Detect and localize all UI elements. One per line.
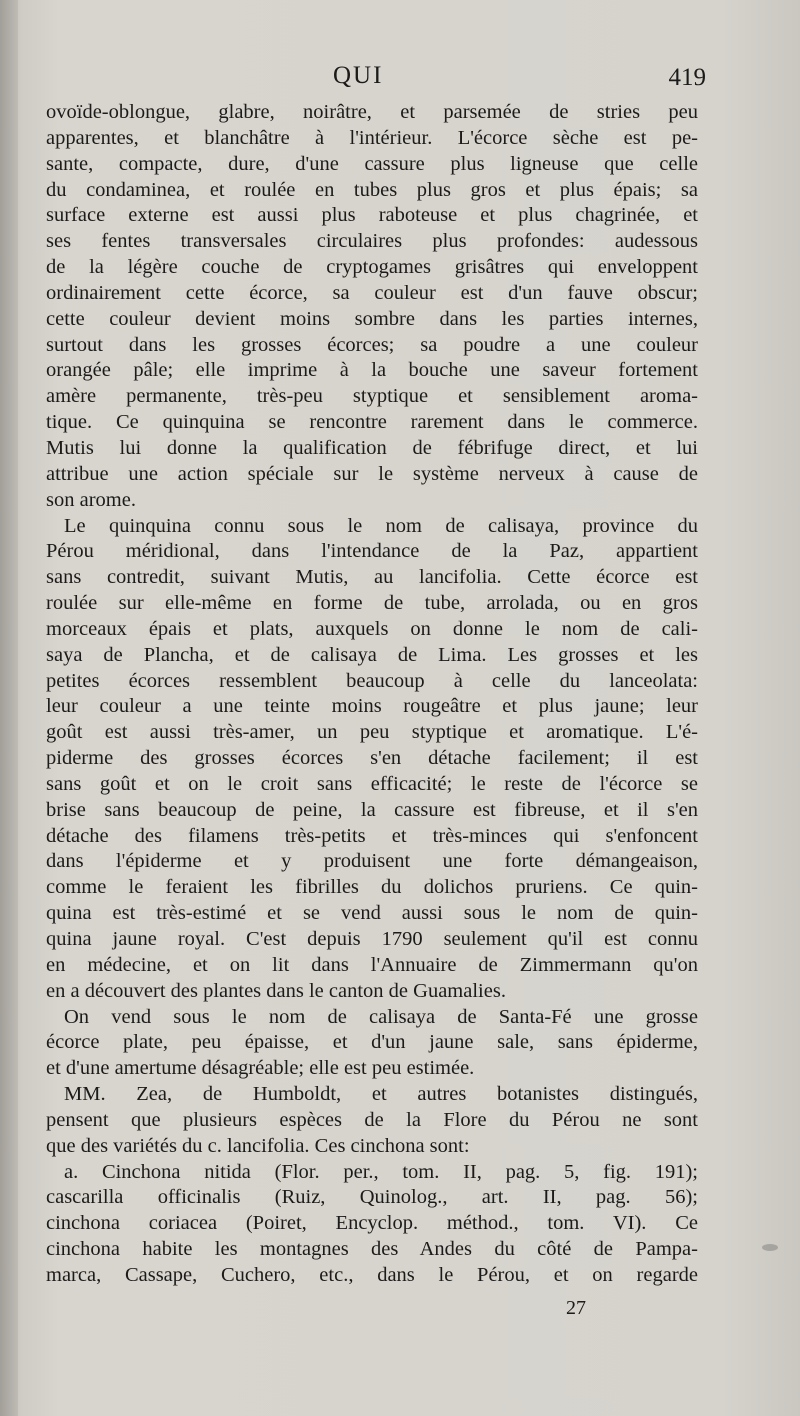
text-line: quina est très-estimé et se vend aussi sous le nom de quin- [46, 902, 698, 925]
text-line: brise sans beaucoup de peine, la cassure est fibreuse, et il s'en [46, 798, 698, 821]
text-line: surface externe est aussi plus raboteuse et plus chagrinée, et [46, 204, 698, 227]
text-line: Le quinquina connu sous le nom de calisaya, province du [64, 514, 698, 537]
text-line: en a découvert des plantes dans le canton de Guamalies. [46, 979, 506, 1002]
text-line: de la légère couche de cryptogames grisâtres qui enveloppent [46, 256, 698, 279]
text-line: Mutis lui donne la qualification de fébrifuge direct, et lui [46, 436, 698, 459]
text-line: détache des filamens très-petits et très-minces qui s'enfoncent [46, 824, 698, 847]
text-line: saya de Plancha, et de calisaya de Lima. Les grosses et les [46, 643, 698, 666]
text-line: morceaux épais et plats, auxquels on donne le nom de cali- [46, 617, 698, 640]
text-line: petites écorces ressemblent beaucoup à celle du lanceolata: [46, 669, 698, 692]
text-line: Pérou méridional, dans l'intendance de la Paz, appartient [46, 540, 698, 563]
text-line: cinchona habite les montagnes des Andes du côté de Pampa- [46, 1238, 698, 1261]
signature-mark: 27 [566, 1297, 586, 1319]
text-line: piderme des grosses écorces s'en détache facilement; il est [46, 747, 698, 770]
text-line: tique. Ce quinquina se rencontre rarement dans le commerce. [46, 411, 698, 434]
text-line: a. Cinchona nitida (Flor. per., tom. II, pag. 5, fig. 191); [64, 1160, 698, 1183]
running-title: QUI [333, 62, 384, 89]
text-line: cinchona coriacea (Poiret, Encyclop. méthod., tom. VI). Ce [46, 1212, 698, 1235]
text-line: cette couleur devient moins sombre dans les parties internes, [46, 307, 698, 330]
text-line: et d'une amertume désagréable; elle est peu estimée. [46, 1057, 475, 1080]
text-line: que des variétés du c. lancifolia. Ces cinchona sont: [46, 1134, 470, 1157]
page-number: 419 [668, 64, 706, 91]
text-line: sans contredit, suivant Mutis, au lancifolia. Cette écorce est [46, 566, 698, 589]
text-line: sans goût et on le croit sans efficacité; le reste de l'écorce se [46, 772, 698, 795]
text-line: roulée sur elle-même en forme de tube, arrolada, ou en gros [46, 592, 698, 615]
text-line: surtout dans les grosses écorces; sa poudre a une couleur [46, 333, 698, 356]
text-line: goût est aussi très-amer, un peu styptique et aromatique. L'é- [46, 721, 698, 744]
text-line: leur couleur a une teinte moins rougeâtre et plus jaune; leur [46, 695, 698, 718]
text-line: comme le feraient les fibrilles du dolichos pruriens. Ce quin- [46, 876, 698, 899]
text-line: ses fentes transversales circulaires plus profondes: audessous [46, 230, 698, 253]
text-line: amère permanente, très-peu styptique et sensiblement aroma- [46, 385, 698, 408]
text-line: pensent que plusieurs espèces de la Flore du Pérou ne sont [46, 1108, 698, 1131]
text-line: On vend sous le nom de calisaya de Santa-Fé une grosse [64, 1005, 698, 1028]
text-line: apparentes, et blanchâtre à l'intérieur. L'écorce sèche est pe- [46, 126, 698, 149]
text-line: en médecine, et on lit dans l'Annuaire de Zimmermann qu'on [46, 953, 698, 976]
text-line: marca, Cassape, Cuchero, etc., dans le Pérou, et on regarde [46, 1263, 698, 1286]
text-line: attribue une action spéciale sur le système nerveux à cause de [46, 462, 698, 485]
ink-stain [762, 1244, 778, 1251]
text-line: dans l'épiderme et y produisent une forte démangeaison, [46, 850, 698, 873]
text-line: sante, compacte, dure, d'une cassure plus ligneuse que celle [46, 152, 698, 175]
text-line: MM. Zea, de Humboldt, et autres botanistes distingués, [64, 1083, 698, 1106]
text-line: cascarilla officinalis (Ruiz, Quinolog., art. II, pag. 56); [46, 1186, 698, 1209]
running-head [46, 62, 706, 96]
text-line: orangée pâle; elle imprime à la bouche une saveur fortement [46, 359, 698, 382]
body-text [46, 100, 698, 1289]
text-line: du condaminea, et roulée en tubes plus gros et plus épais; sa [46, 178, 698, 201]
text-line: ovoïde-oblongue, glabre, noirâtre, et parsemée de stries peu [46, 101, 698, 123]
text-line: son arome. [46, 488, 136, 511]
text-line: quina jaune royal. C'est depuis 1790 seulement qu'il est connu [46, 928, 698, 950]
spine-shadow [0, 0, 18, 1416]
text-line: écorce plate, peu épaisse, et d'un jaune sale, sans épiderme, [46, 1031, 698, 1054]
text-line: ordinairement cette écorce, sa couleur est d'un fauve obscur; [46, 281, 698, 304]
